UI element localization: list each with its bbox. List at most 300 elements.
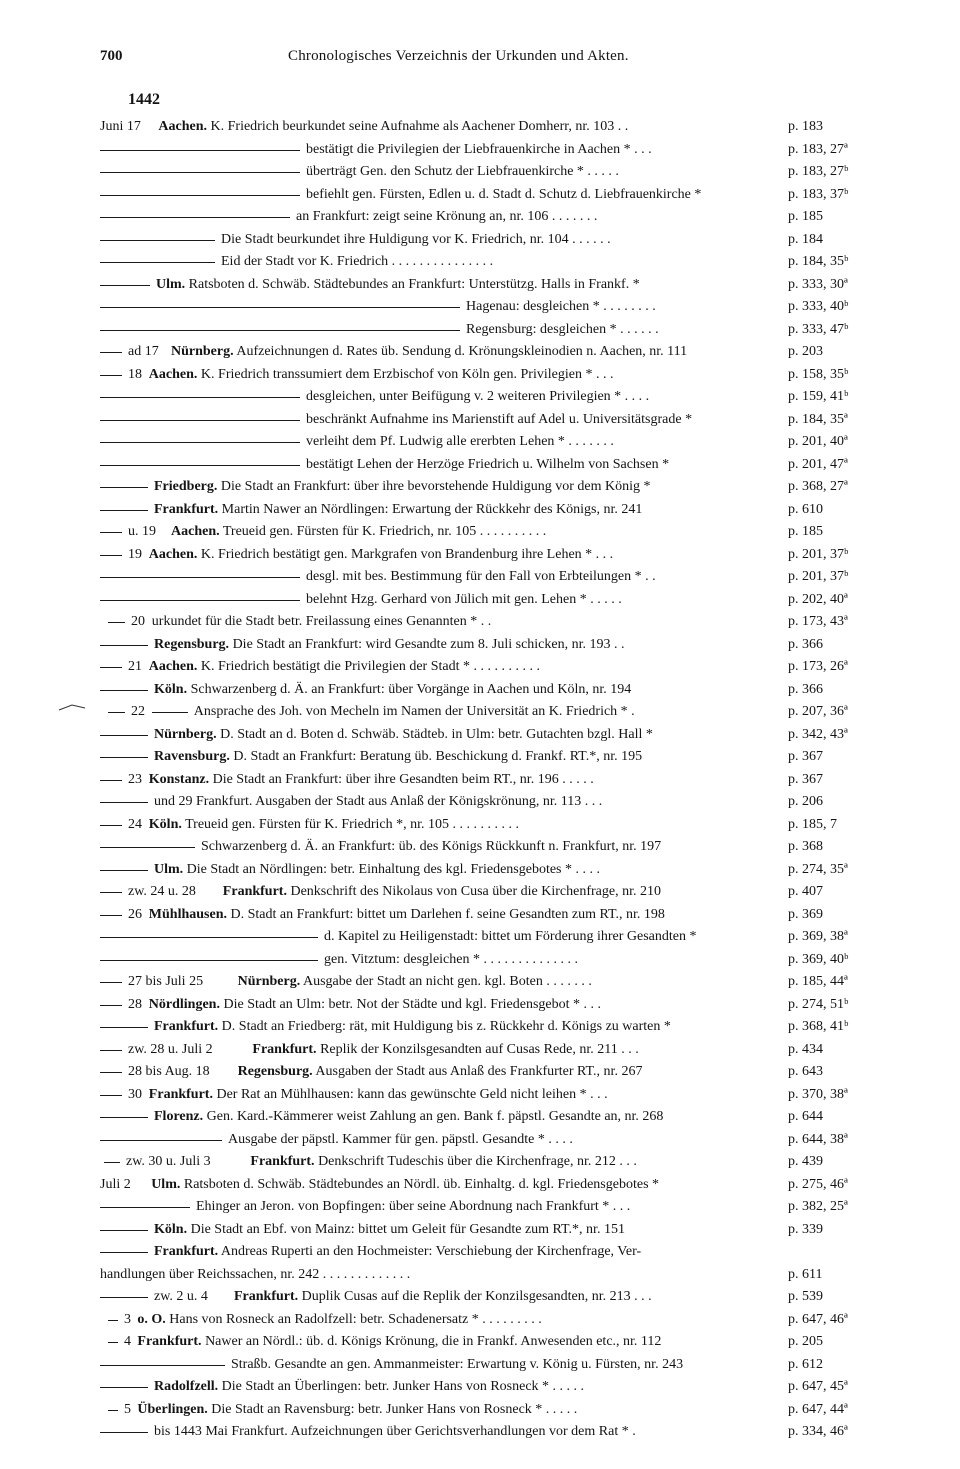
ditto-dash: [100, 690, 148, 691]
ditto-dash: [100, 1207, 190, 1208]
entry-text: [196, 1196, 786, 1219]
entry-place: Florenz.: [154, 1109, 204, 1124]
entry-place: Frankfurt.: [148, 1086, 213, 1102]
entry-page-reference: p. 366: [788, 681, 823, 697]
entry-page-reference: p. 183: [788, 119, 823, 134]
entry-page-reference: p. 173, 43ª: [788, 614, 848, 629]
entry-place: o. O.: [137, 1311, 166, 1327]
entry-text: [171, 521, 786, 544]
entry-summary: bestätigt die Privilegien der Liebfrauenkirche in Aachen * . . .: [306, 141, 652, 157]
ditto-dash: [100, 375, 122, 376]
entry-summary: Denkschrift Tudeschis über die Kirchenfrage, nr. 212 . . .: [318, 1154, 637, 1169]
entry-text: [466, 319, 786, 342]
entry-text: [154, 499, 786, 522]
register-entry: [0, 521, 960, 544]
register-entry: [0, 184, 960, 207]
ditto-dash: [100, 1072, 122, 1073]
entry-date: 18: [128, 366, 142, 382]
entry-date: 22: [131, 704, 145, 719]
entry-summary: D. Stadt an Friedberg: rät, mit Huldigung bis z. Rückkehr d. Königs zu warten *: [221, 1019, 671, 1034]
entry-place: Aachen.: [158, 119, 208, 134]
entry-text: [154, 634, 786, 657]
entry-summary: Die Stadt an Frankfurt: über ihre Gesandten beim RT., nr. 196 . . . . .: [212, 771, 594, 787]
ditto-dash: [100, 645, 148, 646]
ditto-dash: [100, 937, 318, 938]
entry-summary: überträgt Gen. den Schutz der Liebfrauenkirche * . . . . .: [306, 164, 619, 179]
register-entry: [0, 161, 960, 184]
entry-place: Ulm.: [151, 1176, 181, 1192]
entry-place: Aachen.: [148, 546, 198, 562]
entry-text: [324, 949, 786, 972]
entry-summary: Schwarzenberg d. Ä. an Frankfurt: üb. des Königs Rückkunft n. Frankfurt, nr. 197: [201, 839, 662, 854]
entry-date: Juni 17: [100, 119, 141, 134]
register-entry: [0, 341, 960, 364]
ditto-dash: [100, 847, 195, 848]
entry-page-reference: p. 382, 25ª: [788, 1199, 848, 1214]
entry-page-reference: p. 339: [788, 1221, 823, 1237]
entry-summary: Ratsboten d. Schwäb. Städtebundes an Nördl. üb. Einhaltg. d. kgl. Friedensgebotes *: [183, 1176, 660, 1192]
entry-summary: desgl. mit bes. Bestimmung für den Fall von Erbteilungen * . .: [306, 569, 656, 584]
ditto-dash: [100, 1252, 148, 1253]
entry-page-reference: p. 184, 35ª: [788, 411, 848, 427]
entry-page-reference: p. 205: [788, 1334, 823, 1349]
register-entry: [0, 1241, 960, 1264]
ditto-dash: [100, 802, 148, 803]
entry-summary: Die Stadt an Nördlingen: betr. Einhaltung des kgl. Friedensgebotes * . . . .: [186, 861, 600, 877]
ditto-dash: [100, 262, 215, 263]
entry-place: Nürnberg.: [154, 726, 217, 742]
entry-summary: urkundet für die Stadt betr. Freilassung eines Genannten * . .: [151, 614, 492, 629]
entry-summary: Gen. Kard.-Kämmerer weist Zahlung an gen. Bank f. päpstl. Gesandte an, nr. 268: [206, 1109, 664, 1124]
entry-page-reference: p. 434: [788, 1041, 823, 1057]
entry-page-reference: p. 647, 45ª: [788, 1379, 848, 1394]
entry-page-reference: p. 183, 37ᵇ: [788, 186, 849, 202]
entry-place: Köln.: [148, 816, 182, 832]
ditto-dash: [100, 217, 290, 218]
entry-summary: Duplik Cusas auf die Replik der Konzilsgesandten, nr. 213 . . .: [301, 1289, 652, 1304]
entry-text: [171, 341, 786, 364]
entry-page-reference: p. 184: [788, 231, 823, 247]
entry-page-reference: p. 439: [788, 1154, 823, 1169]
entry-summary: verleiht dem Pf. Ludwig alle ererbten Lehen * . . . . . . .: [306, 434, 614, 449]
entry-text: [158, 116, 786, 139]
entry-date: 20: [131, 614, 145, 629]
register-entry: [0, 1264, 960, 1287]
entry-text: [149, 544, 786, 567]
entry-summary: Ausgabe der Stadt an nicht gen. kgl. Boten . . . . . . .: [302, 974, 592, 989]
entry-summary: Eid der Stadt vor K. Friedrich . . . . . . . . . . . . . . .: [221, 254, 494, 269]
entry-summary: Die Stadt an Ulm: betr. Not der Städte und kgl. Friedensgebot * . . .: [223, 996, 602, 1012]
entry-summary: Ratsboten d. Schwäb. Städtebundes an Frankfurt: Unterstützg. Halls in Frankf. *: [188, 276, 640, 292]
entry-page-reference: p. 333, 30ª: [788, 276, 848, 292]
entry-place: Konstanz.: [148, 771, 210, 787]
entry-text: [306, 161, 786, 184]
entry-text: [324, 926, 786, 949]
ditto-dash: [100, 150, 300, 151]
entry-summary: K. Friedrich bestätigt gen. Markgrafen von Brandenburg ihre Lehen * . . .: [200, 546, 614, 562]
entry-text: [252, 1039, 786, 1062]
entry-text: [149, 1084, 786, 1107]
entry-page-reference: p. 333, 47ᵇ: [788, 321, 849, 337]
entry-text: [137, 1331, 786, 1354]
register-entry: [0, 881, 960, 904]
entry-page-reference: p. 201, 37ᵇ: [788, 569, 849, 584]
register-entry: [0, 814, 960, 837]
entry-page-reference: p. 612: [788, 1356, 823, 1372]
ditto-dash: [100, 1230, 148, 1231]
register-entry: [0, 656, 960, 679]
register-entry: [0, 701, 960, 724]
entry-place: Frankfurt.: [234, 1289, 299, 1304]
entry-text: [296, 206, 786, 229]
entry-text: [154, 791, 786, 814]
entry-summary: und 29 Frankfurt. Ausgaben der Stadt aus Anlaß der Königskrönung, nr. 113 . . .: [154, 794, 603, 809]
register-entry: [0, 1174, 960, 1197]
entry-text: [100, 1264, 786, 1287]
register-entry: [0, 251, 960, 274]
ditto-dash: [108, 1410, 118, 1411]
entry-text: [149, 814, 786, 837]
entry-summary: Schwarzenberg d. Ä. an Frankfurt: über Vorgänge in Aachen und Köln, nr. 194: [190, 681, 632, 697]
entry-page-reference: p. 201, 40ª: [788, 434, 848, 449]
entry-text: [306, 454, 786, 477]
ditto-dash: [108, 1342, 118, 1343]
ditto-dash: [100, 915, 122, 916]
entry-place: Aachen.: [148, 659, 198, 674]
entry-date: 27 bis Juli 25: [128, 974, 204, 989]
entry-page-reference: p. 207, 36ª: [788, 704, 848, 719]
ditto-dash: [100, 1027, 148, 1028]
ditto-dash: [100, 982, 122, 983]
register-entry: [0, 1309, 960, 1332]
entry-page-reference: p. 369, 40ᵇ: [788, 951, 849, 967]
ditto-dash: [100, 870, 148, 871]
entry-date: zw. 2 u. 4: [154, 1289, 208, 1304]
ditto-dash: [100, 1117, 148, 1118]
entry-place: Aachen.: [148, 366, 198, 382]
register-entry: [0, 679, 960, 702]
register-entry: [0, 971, 960, 994]
entry-text: [306, 139, 786, 162]
register-entry: [0, 274, 960, 297]
entry-summary: Replik der Konzilsgesandten auf Cusas Rede, nr. 211 . . .: [320, 1041, 639, 1057]
ditto-dash: [100, 307, 460, 308]
entry-summary: Die Stadt an Frankfurt: wird Gesandte zum 8. Juli schicken, nr. 193 . .: [232, 636, 625, 652]
ditto-dash: [100, 172, 300, 173]
entry-summary: Die Stadt an Frankfurt: über ihre bevorstehende Huldigung vor dem König *: [220, 479, 651, 494]
entry-page-reference: p. 644: [788, 1109, 823, 1124]
entry-summary: Nawer an Nördl.: üb. d. Königs Krönung, die in Frankf. Anwesenden etc., nr. 112: [205, 1334, 662, 1349]
register-entry: [0, 229, 960, 252]
ditto-dash: [100, 735, 148, 736]
entry-page-reference: p. 158, 35ᵇ: [788, 366, 849, 382]
entry-page-reference: p. 334, 46ª: [788, 1424, 848, 1439]
entry-page-reference: p. 647, 44ª: [788, 1401, 848, 1417]
ditto-dash: [100, 532, 122, 533]
register-entry: [0, 634, 960, 657]
ditto-dash: [108, 1320, 118, 1321]
entry-text: [194, 701, 786, 724]
entry-summary: befiehlt gen. Fürsten, Edlen u. d. Stadt d. Schutz d. Liebfrauenkirche *: [306, 186, 702, 202]
entry-summary: Der Rat an Mühlhausen: kann das gewünschte Geld nicht leihen * . . .: [216, 1086, 608, 1102]
entry-page-reference: p. 368: [788, 839, 823, 854]
entry-place: Ulm.: [154, 861, 184, 877]
entry-summary: Hagenau: desgleichen * . . . . . . . .: [466, 299, 656, 314]
entry-summary: Die Stadt an Ebf. von Mainz: bittet um Geleit für Gesandte zum RT.*, nr. 151: [190, 1221, 625, 1237]
entry-summary: Die Stadt an Ravensburg: betr. Junker Hans von Rosneck * . . . . .: [211, 1401, 578, 1417]
ditto-dash: [100, 780, 122, 781]
entry-summary: D. Stadt an d. Boten d. Schwäb. Städteb. in Ulm: betr. Gutachten bzgl. Hall *: [220, 726, 653, 742]
register-entry: [0, 139, 960, 162]
entry-text: [154, 1016, 786, 1039]
entry-summary: beschränkt Aufnahme ins Marienstift auf Adel u. Universitätsgrade *: [306, 411, 693, 427]
entry-date: 5: [124, 1401, 131, 1417]
entry-place: Regensburg.: [154, 636, 230, 652]
entry-date: 26: [128, 906, 142, 922]
entry-place: Radolfzell.: [154, 1379, 219, 1394]
entry-text: [228, 1129, 786, 1152]
entry-summary: Ansprache des Joh. von Mecheln im Namen der Universität an K. Friedrich * .: [193, 704, 635, 719]
entry-text: [221, 251, 786, 274]
ditto-dash: [108, 712, 125, 713]
entry-summary: Martin Nawer an Nördlingen: Erwartung der Rückkehr des Königs, nr. 241: [221, 501, 643, 517]
entry-page-reference: p. 644, 38ª: [788, 1131, 848, 1147]
entry-page-reference: p. 369, 38ª: [788, 929, 848, 944]
ditto-dash: [100, 510, 148, 511]
entry-page-reference: p. 185, 7: [788, 816, 837, 832]
ditto-dash: [100, 1297, 148, 1298]
ditto-dash: [100, 555, 122, 556]
ditto-dash: [100, 577, 300, 578]
entry-page-reference: p. 369: [788, 906, 823, 922]
ditto-dash: [100, 600, 300, 601]
entry-page-reference: p. 368, 41ᵇ: [788, 1019, 849, 1034]
page-header: [100, 48, 860, 72]
entry-text: [306, 409, 786, 432]
entry-date: ad 17: [128, 344, 159, 359]
ditto-dash: [100, 667, 122, 668]
entry-summary: handlungen über Reichssachen, nr. 242 . . . . . . . . . . . . .: [100, 1266, 411, 1282]
entry-place: Frankfurt.: [154, 1244, 219, 1259]
entry-text: [306, 386, 786, 409]
register-entry: [0, 1331, 960, 1354]
register-entry: [0, 1106, 960, 1129]
entry-place: Mühlhausen.: [148, 906, 227, 922]
register-entry: [0, 1084, 960, 1107]
entry-summary: d. Kapitel zu Heiligenstadt: bittet um Förderung ihrer Gesandten *: [324, 929, 697, 944]
entry-page-reference: p. 370, 38ª: [788, 1086, 848, 1102]
entry-summary: bis 1443 Mai Frankfurt. Aufzeichnungen über Gerichtsverhandlungen vor dem Rat * .: [154, 1424, 636, 1439]
entry-date: zw. 24 u. 28: [128, 884, 196, 899]
entry-date: Juli 2: [100, 1176, 131, 1192]
entry-text: [231, 1354, 786, 1377]
entry-place: Köln.: [154, 1221, 188, 1237]
register-entry: [0, 1286, 960, 1309]
entry-date: 24: [128, 816, 142, 832]
entry-summary: Regensburg: desgleichen * . . . . . .: [466, 321, 659, 337]
entry-page-reference: p. 610: [788, 501, 823, 517]
entry-summary: Ausgabe der päpstl. Kammer für gen. päpstl. Gesandte * . . . .: [228, 1131, 573, 1147]
entry-text: [149, 364, 786, 387]
entry-date: 4: [124, 1334, 131, 1349]
entry-page-reference: p. 185, 44ª: [788, 974, 848, 989]
ditto-dash: [100, 285, 150, 286]
entry-text: [154, 679, 786, 702]
ditto-dash: [100, 1005, 122, 1006]
entry-place: Nürnberg.: [237, 974, 301, 989]
entry-summary: bestätigt Lehen der Herzöge Friedrich u. Wilhelm von Sachsen *: [306, 456, 670, 472]
register-entry: [0, 724, 960, 747]
entry-summary: Ausgaben der Stadt aus Anlaß des Frankfurter RT., nr. 267: [315, 1064, 643, 1079]
entry-date: 19: [128, 546, 142, 562]
register-entry: [0, 1196, 960, 1219]
ditto-dash: [100, 1140, 222, 1141]
register-entry: [0, 319, 960, 342]
entry-page-reference: p. 206: [788, 794, 823, 809]
entry-date: u. 19: [128, 524, 156, 539]
entry-summary: D. Stadt an Frankfurt: Beratung üb. Beschickung d. Frankf. RT.*, nr. 195: [233, 749, 643, 764]
ditto-dash: [100, 960, 318, 961]
entry-text: [154, 1376, 786, 1399]
entry-page-reference: p. 333, 40ᵇ: [788, 299, 849, 314]
entry-summary: Hans von Rosneck an Radolfzell: betr. Schadenersatz * . . . . . . . . .: [169, 1311, 542, 1327]
register-entry: [0, 1399, 960, 1422]
entry-page-reference: p. 647, 46ª: [788, 1311, 848, 1327]
ditto-dash: [100, 1432, 148, 1433]
ditto-dash: [100, 1095, 122, 1096]
entry-summary: Die Stadt beurkundet ihre Huldigung vor K. Friedrich, nr. 104 . . . . . .: [221, 231, 611, 247]
entry-date: 3: [124, 1311, 131, 1327]
entry-date: zw. 30 u. Juli 3: [126, 1154, 211, 1169]
entry-text: [149, 656, 786, 679]
ditto-dash: [104, 1162, 120, 1163]
entry-place: Regensburg.: [237, 1064, 313, 1079]
entry-summary: K. Friedrich bestätigt die Privilegien der Stadt * . . . . . . . . . .: [200, 659, 540, 674]
entry-place: Nördlingen.: [148, 996, 220, 1012]
register-entry: [0, 1129, 960, 1152]
ditto-dash: [108, 622, 125, 623]
register-entry: [0, 904, 960, 927]
entry-text: [149, 769, 786, 792]
entry-place: Ulm.: [156, 276, 186, 292]
register-entry: [0, 589, 960, 612]
register-entry: [0, 949, 960, 972]
entry-date: 23: [128, 771, 142, 787]
entry-page-reference: p. 173, 26ª: [788, 659, 848, 674]
entry-page-reference: p. 367: [788, 749, 823, 764]
entry-text: [306, 589, 786, 612]
register-entry: [0, 926, 960, 949]
entry-text: [238, 1061, 786, 1084]
entry-text: [221, 229, 786, 252]
entry-text: [250, 1151, 786, 1174]
entry-text: [154, 1106, 786, 1129]
entry-text: [154, 1421, 786, 1444]
entry-page-reference: p. 202, 40ª: [788, 591, 848, 607]
entry-text: [154, 746, 786, 769]
running-head: Chronologisches Verzeichnis der Urkunden und Akten.: [288, 48, 629, 64]
register-entry: [0, 454, 960, 477]
entry-text: [154, 724, 786, 747]
entry-date: zw. 28 u. Juli 2: [128, 1041, 213, 1057]
entry-place: Überlingen.: [137, 1401, 208, 1417]
entry-date: 28: [128, 996, 142, 1012]
entry-page-reference: p. 183, 27ᵇ: [788, 164, 849, 179]
ditto-dash: [100, 442, 300, 443]
entry-page-reference: p. 185: [788, 209, 823, 224]
register-entry: [0, 1151, 960, 1174]
entry-place: Nürnberg.: [171, 344, 234, 359]
entry-page-reference: p. 407: [788, 884, 823, 899]
entry-summary: Andreas Ruperti an den Hochmeister: Verschiebung der Kirchenfrage, Ver-: [220, 1244, 642, 1259]
entry-summary: an Frankfurt: zeigt seine Krönung an, nr. 106 . . . . . . .: [296, 209, 598, 224]
ditto-dash: [100, 1387, 148, 1388]
entry-summary: Treueid gen. Fürsten für K. Friedrich, nr. 105 . . . . . . . . . .: [222, 524, 547, 539]
entry-text: [152, 611, 786, 634]
entry-summary: Treueid gen. Fürsten für K. Friedrich *, nr. 105 . . . . . . . . . .: [185, 816, 520, 832]
entry-place: Aachen.: [171, 524, 220, 539]
register-entry: [0, 994, 960, 1017]
entry-page-reference: p. 366: [788, 636, 823, 652]
entry-date: 21: [128, 659, 142, 674]
ditto-dash: [100, 240, 215, 241]
entry-summary: Die Stadt an Überlingen: betr. Junker Hans von Rosneck * . . . . .: [221, 1379, 585, 1394]
ditto-dash: [100, 195, 300, 196]
entry-text: [149, 994, 786, 1017]
entry-summary: K. Friedrich beurkundet seine Aufnahme als Aachener Domherr, nr. 103 . .: [210, 119, 629, 134]
register-entry: [0, 1061, 960, 1084]
entry-page-reference: p. 159, 41ᵇ: [788, 389, 849, 404]
entry-text: [154, 859, 786, 882]
entry-page-reference: p. 274, 51ᵇ: [788, 996, 849, 1012]
register-entry: [0, 116, 960, 139]
entry-text: [154, 1219, 786, 1242]
entry-text: [466, 296, 786, 319]
ditto-dash: [100, 1050, 122, 1051]
entry-summary: K. Friedrich transsumiert dem Erzbischof von Köln gen. Privilegien * . . .: [200, 366, 614, 382]
entry-page-reference: p. 183, 27ª: [788, 141, 848, 157]
entry-text: [201, 836, 786, 859]
register-entry: [0, 409, 960, 432]
register-entry: [0, 859, 960, 882]
register-entry: [0, 544, 960, 567]
ditto-dash: [100, 757, 148, 758]
entry-page-reference: p. 611: [788, 1266, 823, 1282]
entry-text: [137, 1399, 786, 1422]
page-number: 700: [100, 48, 123, 64]
entry-page-reference: p. 184, 35ᵇ: [788, 254, 849, 269]
entry-place: Frankfurt.: [222, 884, 287, 899]
entry-page-reference: p. 201, 37ᵇ: [788, 546, 849, 562]
register-entry: [0, 364, 960, 387]
entry-place: Frankfurt.: [252, 1041, 317, 1057]
ditto-dash: [100, 825, 122, 826]
entry-page-reference: p. 367: [788, 771, 823, 787]
entry-page-reference: p. 274, 35ª: [788, 861, 848, 877]
register-entry: [0, 499, 960, 522]
register-entry: [0, 1376, 960, 1399]
register-entry: [0, 431, 960, 454]
entry-text: [238, 971, 786, 994]
ditto-dash: [100, 487, 148, 488]
register-entry: [0, 611, 960, 634]
ditto-dash: [152, 712, 188, 713]
register-entry: [0, 836, 960, 859]
ditto-dash: [100, 397, 300, 398]
register-entries: [0, 116, 960, 1444]
entry-place: Ravensburg.: [154, 749, 230, 764]
entry-place: Köln.: [154, 681, 188, 697]
